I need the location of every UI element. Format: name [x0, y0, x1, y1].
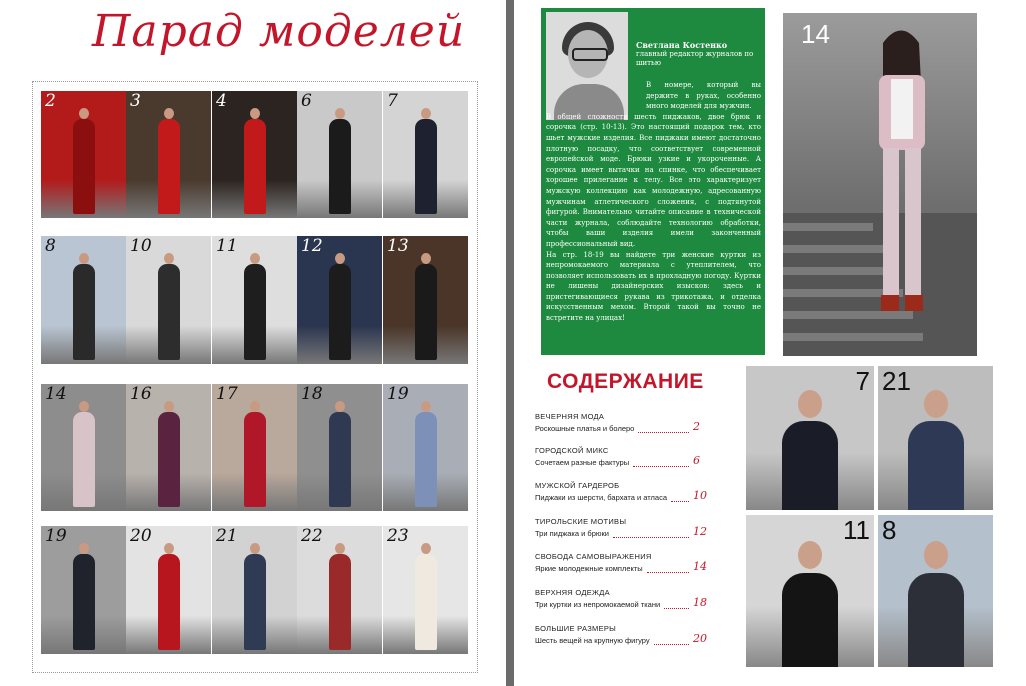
model-number: 16 [130, 384, 152, 404]
editor-text [546, 80, 761, 324]
toc-page-number: 20 [693, 632, 707, 645]
model-thumbnail [126, 236, 211, 364]
content-thumbnail [746, 515, 874, 667]
toc-section-title: ВЕЧЕРНЯЯ МОДА [535, 412, 605, 421]
editor-letter [541, 8, 765, 355]
editor-paragraph: В общей сложности шесть пиджаков, двое брюк и сорочка (стр. 10-13). Это настоящий подарок тем, кто шьет мужские изделия. Все пиджаки имеют достаточно плотную посадку, что соответствует современной европейской моде. Брюки узкие и укороченные. А сорочка имеет вытачки на спинке, что обеспечивает хорошее прилегание к телу. Все это характеризует мужскую коллекцию как молодежную, адресованную мужчинам атлетического сложения, с подтянутой фигурой. Внимательно читайте описание в технической части журнала, соблюдайте технологию обработки, чтобы ваши изделия имели законченный профессиональный вид. [546, 112, 761, 248]
model-head [335, 108, 345, 119]
model-thumbnail [383, 384, 468, 511]
model-thumbnail [297, 526, 382, 654]
model-figure [415, 412, 437, 507]
model-figure [329, 412, 351, 507]
model-number: 2 [45, 91, 56, 111]
model-number: 7 [387, 91, 398, 111]
model-number: 12 [301, 236, 323, 256]
model-number: 18 [301, 384, 323, 404]
model-head [250, 543, 260, 554]
content-thumbnail [878, 515, 993, 667]
model-head [421, 253, 431, 264]
toc-subtitle: Яркие молодежные комплекты [535, 564, 643, 573]
cover-model-illustration [783, 13, 977, 356]
toc-item[interactable] [535, 446, 725, 467]
model-figure [329, 119, 351, 214]
model-thumbnail [126, 526, 211, 654]
thumbnail-number: 8 [882, 515, 897, 545]
model-head [798, 541, 822, 569]
model-number: 3 [130, 91, 141, 111]
model-figure [908, 573, 964, 667]
model-figure [158, 119, 180, 214]
model-thumbnail [383, 236, 468, 364]
model-thumbnail [41, 91, 126, 218]
editor-intro: В номере, который вы держите в руках, особенно много моделей для мужчин. [646, 81, 761, 111]
model-figure [908, 421, 964, 510]
toc-leader-dots [638, 432, 689, 433]
model-head [250, 401, 260, 412]
model-number: 10 [130, 236, 152, 256]
model-head [164, 253, 174, 264]
model-thumbnail [297, 236, 382, 364]
toc-subtitle: Три пиджака и брюки [535, 529, 609, 538]
model-thumbnail [383, 526, 468, 654]
glasses-icon [572, 48, 608, 61]
model-head [421, 108, 431, 119]
toc-page-number: 10 [693, 489, 707, 502]
toc-leader-dots [654, 644, 689, 645]
toc-leader-dots [664, 608, 689, 609]
model-figure [73, 412, 95, 507]
model-figure [244, 119, 266, 214]
model-number: 14 [45, 384, 67, 404]
model-head [250, 108, 260, 119]
model-thumbnail [126, 384, 211, 511]
model-thumbnail [383, 91, 468, 218]
content-thumbnail [746, 366, 874, 510]
model-number: 4 [216, 91, 227, 111]
toc-line [535, 596, 725, 609]
toc-item[interactable] [535, 517, 725, 538]
toc-item[interactable] [535, 412, 725, 433]
model-head [164, 543, 174, 554]
toc-line [535, 489, 725, 502]
model-thumbnail [41, 384, 126, 511]
model-number: 17 [216, 384, 238, 404]
model-number: 13 [387, 236, 409, 256]
thumbnail-number: 21 [882, 366, 911, 396]
toc-item[interactable] [535, 624, 725, 645]
model-figure [158, 412, 180, 507]
model-thumbnail [41, 236, 126, 364]
model-head [924, 541, 948, 569]
model-head [924, 390, 948, 418]
model-thumbnail [297, 384, 382, 511]
model-thumbnail [212, 236, 297, 364]
model-head [335, 401, 345, 412]
model-number: 19 [387, 384, 409, 404]
model-figure [415, 119, 437, 214]
model-head [79, 253, 89, 264]
toc-subtitle: Роскошные платья и болеро [535, 424, 635, 433]
model-thumbnail [126, 91, 211, 218]
toc-leader-dots [671, 501, 689, 502]
toc-line [535, 525, 725, 538]
editor-role: главный редактор журналов по шитью [636, 50, 754, 67]
model-head [798, 390, 822, 418]
model-number: 22 [301, 526, 323, 546]
model-head [79, 401, 89, 412]
model-head [421, 401, 431, 412]
toc-subtitle: Три куртки из непромокаемой ткани [535, 600, 661, 609]
toc-subtitle: Шесть вещей на крупную фигуру [535, 636, 650, 645]
model-figure [158, 554, 180, 650]
model-figure [329, 264, 351, 360]
model-thumbnail [212, 91, 297, 218]
model-number: 21 [216, 526, 238, 546]
model-figure [244, 554, 266, 650]
model-figure [415, 554, 437, 650]
toc-section-title: МУЖСКОЙ ГАРДЕРОБ [535, 481, 620, 490]
toc-line [535, 632, 725, 645]
cover-photo-number: 14 [801, 19, 830, 49]
model-figure [244, 412, 266, 507]
toc-section-title: БОЛЬШИЕ РАЗМЕРЫ [535, 624, 617, 633]
model-figure [158, 264, 180, 360]
toc-page-number: 2 [693, 420, 700, 433]
model-figure [73, 554, 95, 650]
content-thumbnail [878, 366, 993, 510]
toc-leader-dots [613, 537, 689, 538]
model-head [250, 253, 260, 264]
toc-subtitle: Пиджаки из шерсти, бархата и атласа [535, 493, 667, 502]
cover-model-photo [783, 13, 977, 356]
thumbnail-number: 7 [855, 366, 870, 396]
model-number: 8 [45, 236, 56, 256]
model-thumbnail [41, 526, 126, 654]
toc-section-title: ВЕРХНЯЯ ОДЕЖДА [535, 588, 610, 597]
toc-line [535, 420, 725, 433]
model-thumbnail [297, 91, 382, 218]
editor-name: Светлана Костенко [636, 40, 728, 50]
model-head [164, 108, 174, 119]
toc-page-number: 6 [693, 454, 700, 467]
model-number: 23 [387, 526, 409, 546]
toc-page-number: 14 [693, 560, 707, 573]
toc-page-number: 12 [693, 525, 707, 538]
model-figure [782, 421, 838, 510]
model-figure [73, 264, 95, 360]
model-head [335, 543, 345, 554]
model-head [164, 401, 174, 412]
toc-page-number: 18 [693, 596, 707, 609]
toc-title: СОДЕРЖАНИЕ [547, 370, 704, 393]
model-thumbnail [212, 526, 297, 654]
right-page [514, 0, 1026, 686]
model-figure [73, 119, 95, 214]
toc-section-title: ТИРОЛЬСКИЕ МОТИВЫ [535, 517, 627, 526]
toc-subtitle: Сочетаем разные фактуры [535, 458, 630, 467]
thumbnail-number: 11 [843, 515, 870, 545]
model-figure [244, 264, 266, 360]
editor-paragraph-2: На стр. 18-19 вы найдете три женские куртки из непромокаемого материала с утеплителем, что позволяет использовать их в прохладную погоду. Куртки не лишены дизайнерских изысков: здесь и пристегивающиеся рукава из трикотажа, и отделка искусственным мехом. Второй такой вы точно не встретите на улицах! [546, 250, 761, 323]
toc-line [535, 560, 725, 573]
model-head [421, 543, 431, 554]
model-head [335, 253, 345, 264]
toc-item[interactable] [535, 552, 725, 573]
model-figure [329, 554, 351, 650]
toc-section-title: ГОРОДСКОЙ МИКС [535, 446, 609, 455]
model-number: 19 [45, 526, 67, 546]
model-number: 6 [301, 91, 312, 111]
page-title: Парад моделей [92, 6, 466, 57]
model-figure [415, 264, 437, 360]
model-head [79, 108, 89, 119]
toc-item[interactable] [535, 481, 725, 502]
toc-item[interactable] [535, 588, 725, 609]
toc-section-title: СВОБОДА САМОВЫРАЖЕНИЯ [535, 552, 652, 561]
toc-line [535, 454, 725, 467]
toc-leader-dots [647, 572, 689, 573]
toc-leader-dots [633, 466, 689, 467]
model-thumbnail [212, 384, 297, 511]
model-head [79, 543, 89, 554]
model-figure [782, 573, 838, 667]
left-page [0, 0, 506, 686]
model-number: 20 [130, 526, 152, 546]
model-number: 11 [216, 236, 238, 256]
